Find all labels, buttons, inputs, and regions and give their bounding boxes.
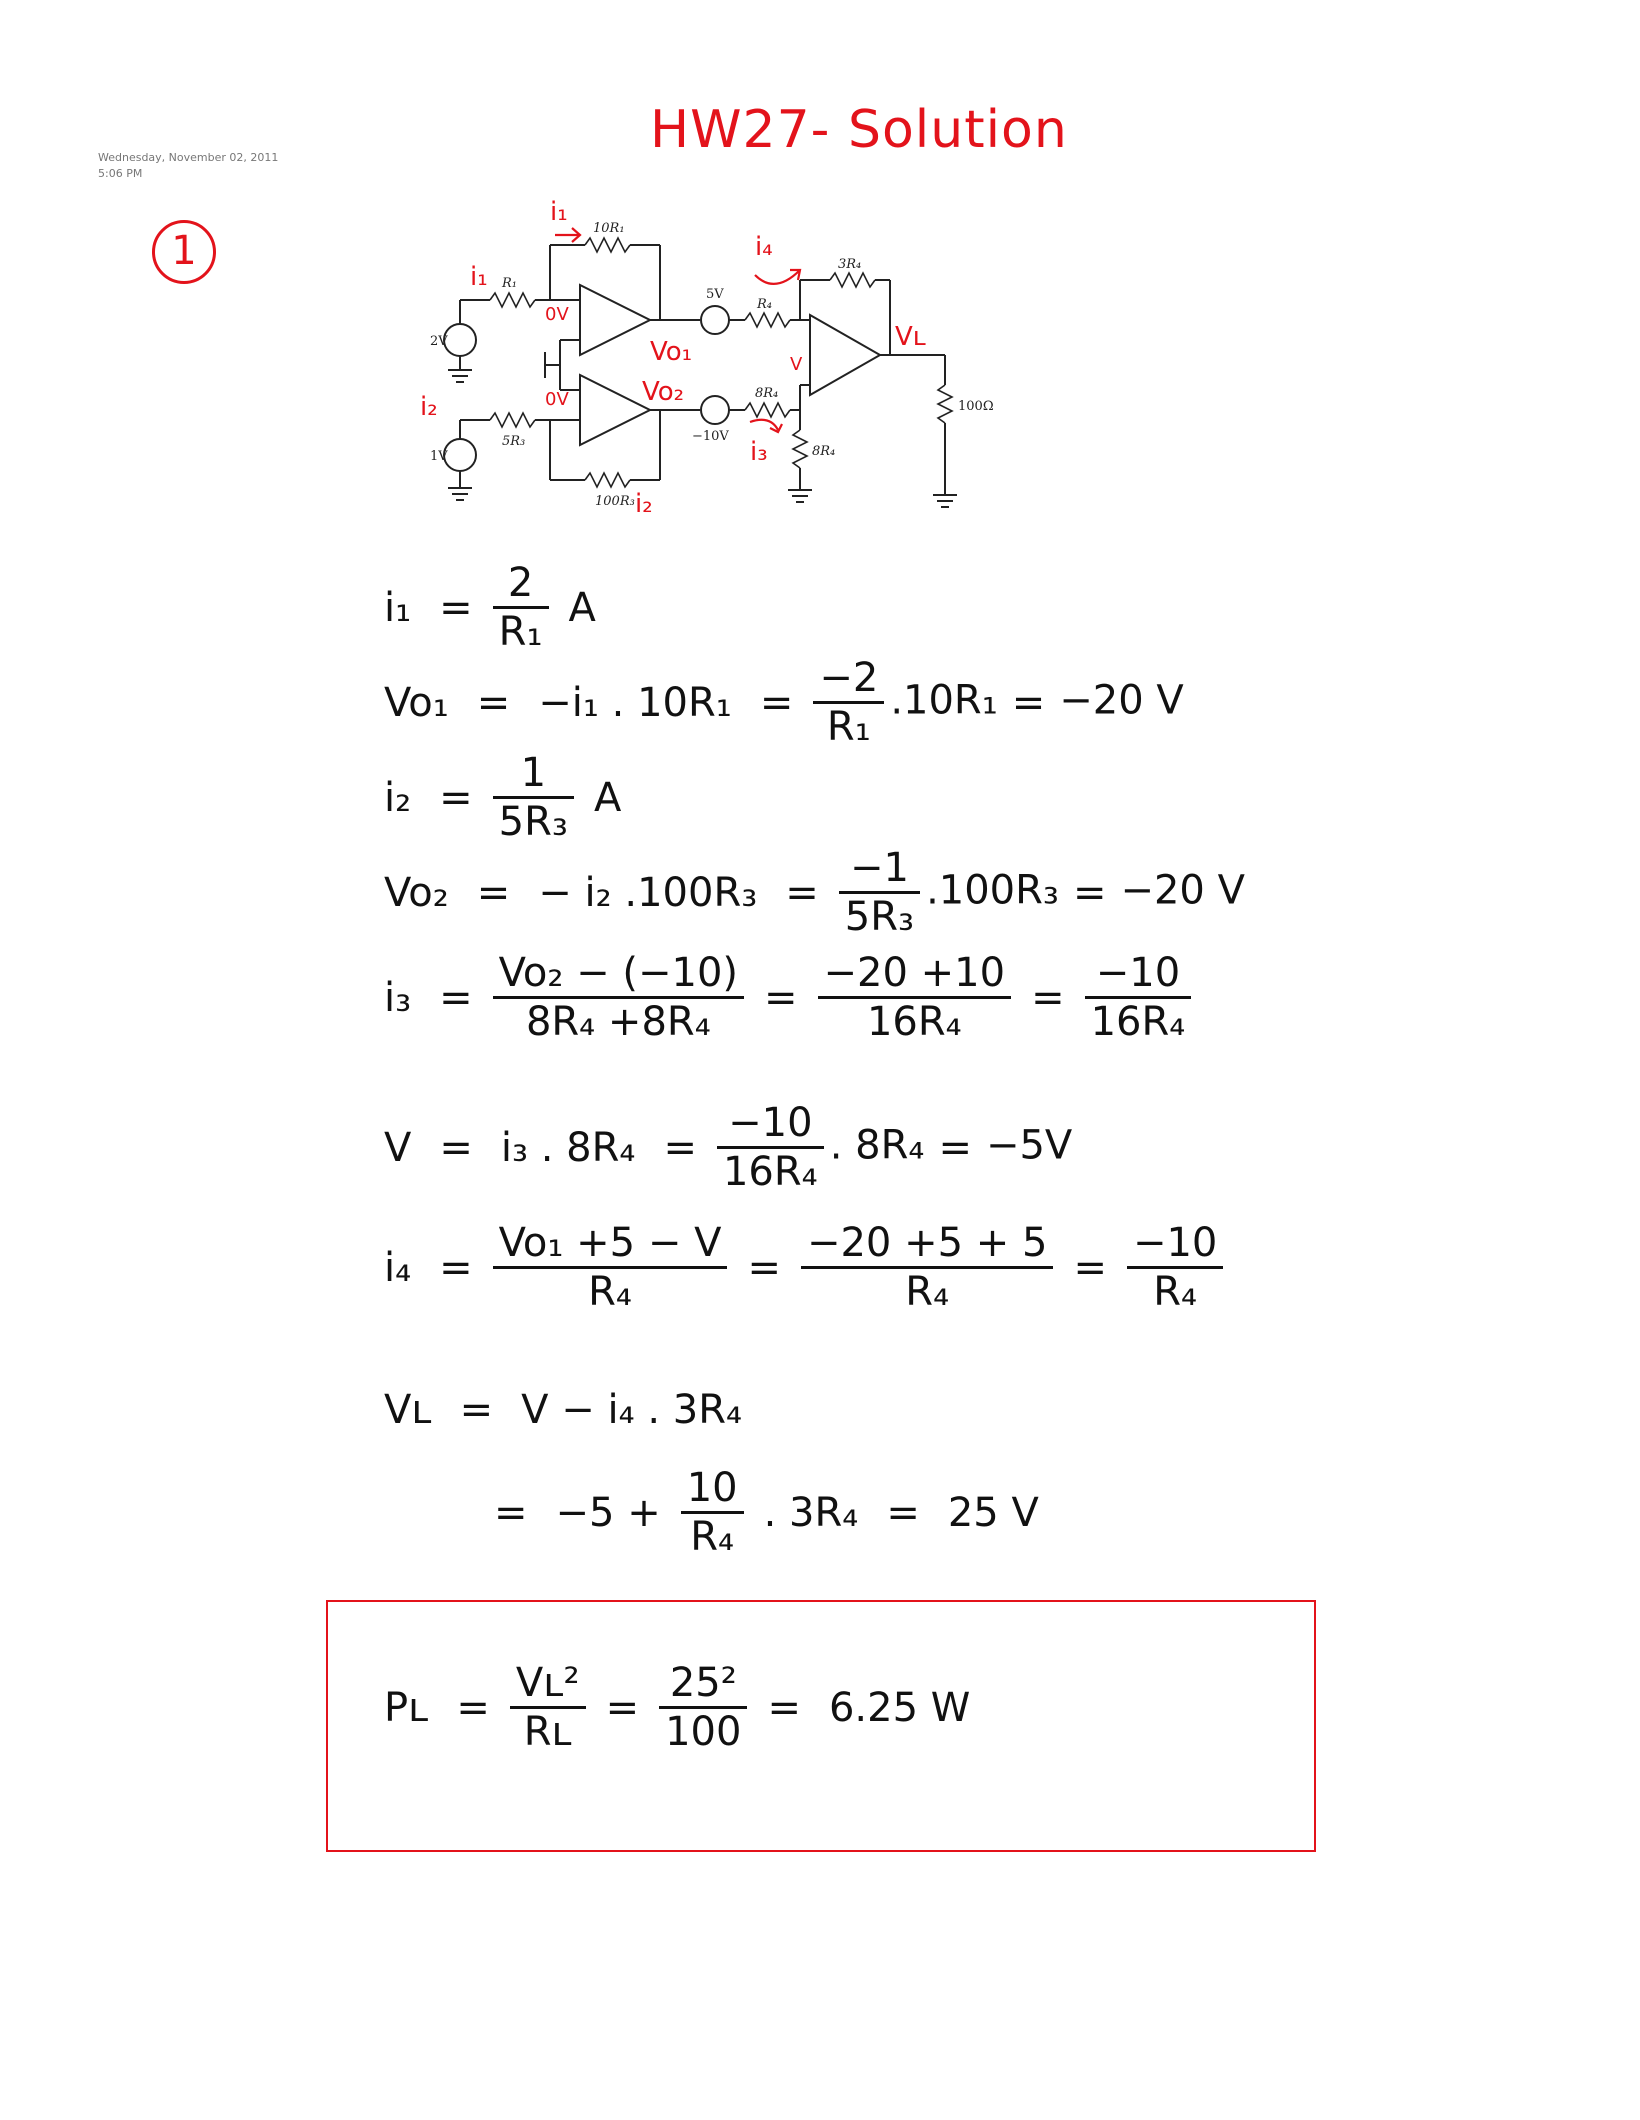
eq-vl2-t2: . 3R₄ [763,1489,859,1536]
eq-i2-num: 1 [493,750,574,799]
eq-vo2-lhs: Vo₂ [384,869,449,916]
eq-i4-fraction-1 [493,1220,728,1315]
equals-sign: = [785,869,819,916]
annot-i4: i₄ [755,232,773,262]
eq-vl2-t1: −5 + [555,1489,661,1536]
eq-pl-den-2: 100 [665,1709,742,1755]
eq-i4-den-2: R₄ [905,1269,950,1315]
timestamp-time: 5:06 PM [98,167,143,180]
page-title: HW27- Solution [650,100,1068,160]
equals-sign: = [439,584,473,631]
eq-i1-unit: A [568,584,596,631]
eq-i3-num-2: −20 +10 [818,950,1012,999]
equals-sign: = [605,1684,640,1731]
eq-i2-fraction [493,750,574,845]
annot-ov-top: 0V [545,304,569,325]
equals-sign: = [1072,869,1107,916]
annot-i1-top: i₁ [550,197,568,227]
eq-vl-2 [480,1465,1053,1560]
eq-vo1 [370,655,1184,750]
eq-i2-den: 5R₃ [498,799,568,845]
eq-pl-lhs: Pʟ [384,1684,429,1731]
eq-i3-fraction-2 [818,950,1012,1045]
eq-i3-fraction-3 [1085,950,1192,1045]
eq-i3-den-2: 16R₄ [866,999,962,1045]
eq-i3-num-1: Vo₂ − (−10) [493,950,744,999]
eq-vo2 [370,845,1245,940]
source-1v-label: 1V [430,449,448,464]
eq-i4-den-1: R₄ [588,1269,632,1315]
annot-i2-bottom: i₂ [635,489,653,519]
equals-sign: = [1031,974,1065,1021]
eq-i1-num: 2 [493,560,549,609]
eq-pl-result: 6.25 W [828,1684,971,1731]
eq-i1-fraction [493,560,549,655]
eq-i3-num-3: −10 [1085,950,1192,999]
eq-i4-fraction-2 [801,1220,1054,1315]
eq-i2-lhs: i₂ [384,774,412,821]
eq-vl-1 [370,1385,756,1433]
eq-pl [370,1660,984,1755]
equals-sign: = [439,974,473,1021]
equals-sign: = [938,1124,972,1171]
equals-sign: = [456,1684,490,1731]
annot-i2-left: i₂ [420,392,438,422]
annot-vl: Vʟ [895,322,926,352]
eq-i4-num-1: Vo₁ +5 − V [493,1220,728,1269]
annot-v: V [790,354,803,375]
equals-sign: = [476,679,511,726]
eq-v-lhs: V [384,1124,412,1171]
equals-sign: = [747,1244,781,1291]
eq-v-result: −5V [985,1122,1073,1169]
source-5v [701,306,729,334]
eq-vl2-result: 25 V [947,1489,1039,1536]
eq-i1 [370,560,610,655]
equals-sign: = [1011,679,1046,726]
r-load-label: 100Ω [958,399,994,414]
source-2v-label: 2V [430,334,448,349]
eq-vo1-den: R₁ [826,704,871,750]
eq-i4-lhs: i₄ [384,1244,412,1291]
eq-i3-fraction-1 [493,950,744,1045]
eq-pl-den-1: Rʟ [523,1709,572,1755]
eq-vo2-t2: .100R₃ [926,867,1059,914]
eq-i4-fraction-3 [1127,1220,1223,1315]
equals-sign: = [476,869,511,916]
eq-i3 [370,950,1197,1045]
annot-vo1: Vo₁ [650,337,693,367]
eq-v [370,1100,1072,1195]
annot-vo2: Vo₂ [642,377,685,407]
eq-i3-den-1: 8R₄ +8R₄ [525,999,711,1045]
annot-ov-bottom: 0V [545,389,569,410]
r-5r3-label: 5R₃ [502,434,526,449]
eq-pl-num-1: Vʟ² [510,1660,586,1709]
timestamp [98,150,278,182]
eq-i1-lhs: i₁ [384,584,412,631]
equals-sign: = [1073,1244,1107,1291]
source-1v [444,439,476,471]
problem-number: 1 [152,220,216,284]
eq-vl2-den: R₄ [690,1514,735,1560]
r-10r1-label: 10R₁ [593,221,625,236]
opamp-2 [580,375,650,445]
equals-sign: = [764,974,798,1021]
eq-i2-unit: A [593,774,622,821]
eq-vo1-result: −20 V [1059,677,1184,724]
source-2v [444,324,476,356]
eq-vo1-t2: .10R₁ [890,677,998,724]
r1-label: R₁ [502,276,517,291]
eq-v-num: −10 [717,1100,824,1149]
eq-vo2-den: 5R₃ [844,894,915,940]
eq-vo2-fraction [839,845,920,940]
eq-v-fraction [717,1100,824,1195]
r-100r3-label: 100R₃ [595,494,635,509]
source-neg10v [701,396,729,424]
eq-i2 [370,750,635,845]
circuit-diagram [410,190,1050,530]
opamp-3 [810,315,880,395]
eq-vl-rhs: V − i₄ . 3R₄ [521,1387,743,1433]
eq-i4-den-3: R₄ [1153,1269,1198,1315]
r4-label: R₄ [757,297,772,312]
equals-sign: = [759,679,794,726]
eq-i4-num-3: −10 [1127,1220,1223,1269]
eq-vo1-fraction [813,655,884,750]
annot-i1-left: i₁ [470,262,488,292]
eq-vo1-num: −2 [813,655,884,704]
equals-sign: = [459,1387,494,1433]
r-8r4-b-label: 8R₄ [812,444,836,459]
source-5v-label: 5V [706,287,724,302]
equals-sign: = [439,1124,473,1171]
eq-vo1-t1: −i₁ . 10R₁ [538,679,732,726]
source-neg10v-label: −10V [692,429,729,444]
annot-i3: i₃ [750,437,768,467]
equals-sign: = [439,774,473,821]
eq-vo2-num: −1 [839,845,920,894]
r-8r4-a-label: 8R₄ [755,386,779,401]
equals-sign: = [439,1244,473,1291]
eq-vo2-result: −20 V [1120,867,1245,914]
eq-vo2-t1: − i₂ .100R₃ [538,869,758,916]
equals-sign: = [663,1124,697,1171]
eq-i1-den: R₁ [498,609,543,655]
eq-v-den: 16R₄ [722,1149,818,1195]
eq-i4-num-2: −20 +5 + 5 [801,1220,1054,1269]
eq-pl-fraction-1 [510,1660,586,1755]
opamp-1 [580,285,650,355]
eq-pl-fraction-2 [659,1660,747,1755]
eq-vl-lhs: Vʟ [384,1387,432,1433]
eq-i4 [370,1220,1229,1315]
eq-v-t1: i₃ . 8R₄ [500,1124,636,1171]
r-3r4-label: 3R₄ [838,257,862,272]
eq-i3-den-3: 16R₄ [1090,999,1186,1045]
eq-vl2-fraction [681,1465,744,1560]
eq-v-t2: . 8R₄ [829,1122,925,1169]
timestamp-date: Wednesday, November 02, 2011 [98,151,279,164]
eq-pl-num-2: 25² [659,1660,747,1709]
equals-sign: = [494,1489,528,1536]
equals-sign: = [886,1489,920,1536]
eq-vl2-num: 10 [681,1465,744,1514]
eq-i3-lhs: i₃ [384,974,412,1021]
equals-sign: = [767,1684,801,1731]
eq-vo1-lhs: Vo₁ [384,679,449,726]
